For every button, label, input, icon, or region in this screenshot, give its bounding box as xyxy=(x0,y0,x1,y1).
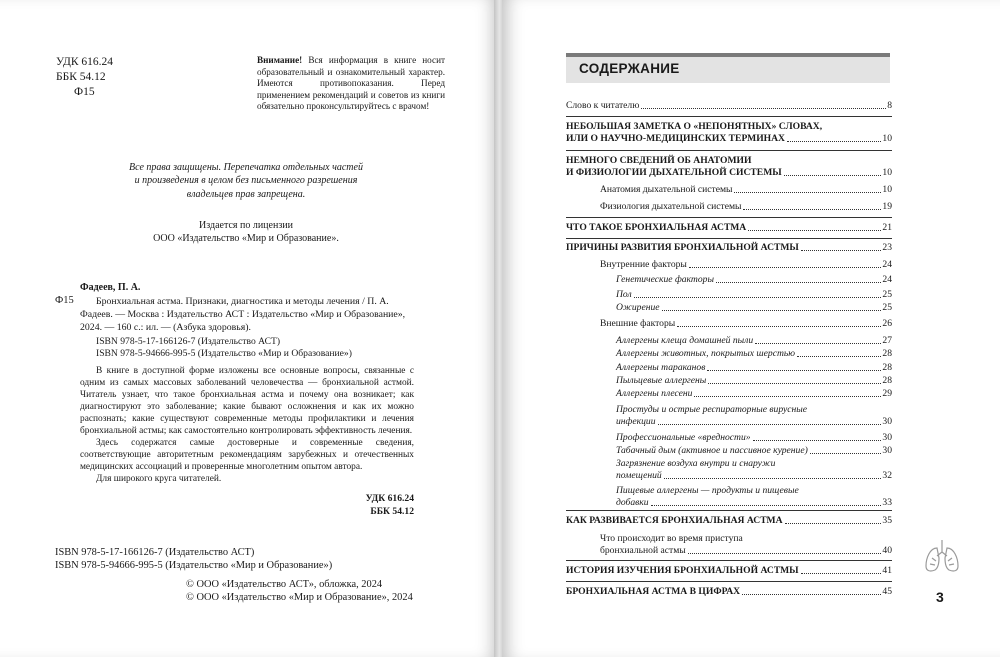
udk-right-block xyxy=(330,493,414,518)
isbn-block xyxy=(96,336,352,361)
toc-separator xyxy=(566,238,892,239)
left-page xyxy=(0,0,498,657)
toc-entry[interactable]: ЧТО ТАКОЕ БРОНХИАЛЬНАЯ АСТМА 21 xyxy=(566,222,892,233)
toc-separator xyxy=(566,510,892,511)
toc-entry[interactable]: Слово к читателю 8 xyxy=(566,100,892,111)
license-notice xyxy=(86,219,406,246)
toc-entry[interactable]: Что происходит во время приступа бронхиальной астмы 40 xyxy=(600,533,892,556)
license-line: ООО «Издательство «Мир и Образование». xyxy=(153,233,339,245)
toc-entry[interactable]: Аллергены плесени 29 xyxy=(616,388,892,399)
toc-entry[interactable]: ПРИЧИНЫ РАЗВИТИЯ БРОНХИАЛЬНОЙ АСТМЫ 23 xyxy=(566,242,892,253)
annotation-paragraph: В книге в доступной форме изложены все основные вопросы, связанные с одним из самых массовых заболеваний человечества — бронхиальной астмой. Читатель узнает, что такое бронхиальная астма и почему она возникает; как диагностируют это заболевание; какие бывают осложнения и как их можно распознать; какие существуют современные методы профилактики и лечения бронхиальной астмы; как самостоятельно контролировать эффективность лечения. xyxy=(80,366,414,437)
author-sign-code: Ф15 xyxy=(74,86,95,98)
toc-entry[interactable]: Пищевые аллергены — продукты и пищевые добавки 33 xyxy=(616,485,892,508)
toc-entry[interactable]: НЕБОЛЬШАЯ ЗАМЕТКА О «НЕПОНЯТНЫХ» СЛОВАХ, ИЛИ О НАУЧНО-МЕДИЦИНСКИХ ТЕРМИНАХ 10 xyxy=(566,121,892,144)
biblio-text: Бронхиальная астма. Признаки, диагностика и методы лечения / П. А. Фадеев. — Москва : Издательство АСТ : Издательство «Мир и Образование», 2024. — 160 с.: ил. — (Азбука здоровья). xyxy=(80,296,406,333)
toc-entry[interactable]: Генетические факторы 24 xyxy=(616,274,892,285)
rights-line: и произведения в целом без письменного разрешения xyxy=(134,175,358,187)
toc-entry[interactable]: Пыльцевые аллергены 28 xyxy=(616,375,892,386)
rights-line: владельцев прав запрещена. xyxy=(186,188,306,200)
page-number: 3 xyxy=(936,589,944,605)
toc-title: СОДЕРЖАНИЕ xyxy=(579,61,680,76)
isbn-line: ISBN 978-5-17-166126-7 (Издательство АСТ) xyxy=(96,336,281,347)
udk-code: УДК 616.24 xyxy=(56,56,113,68)
toc-entry[interactable]: НЕМНОГО СВЕДЕНИЙ ОБ АНАТОМИИ И ФИЗИОЛОГИИ ДЫХАТЕЛЬНОЙ СИСТЕМЫ 10 xyxy=(566,155,892,178)
isbn-line: ISBN 978-5-94666-995-5 (Издательство «Мир и Образование») xyxy=(96,348,352,360)
warning-text: Вся информация в книге носит образовательный и ознакомительный характер. Имеются противопоказания. Перед применением рекомендаций и советов из книги обязательно проконсультируйтесь с врачом! xyxy=(257,55,446,112)
license-line: Издается по лицензии xyxy=(199,220,293,231)
isbn-line: ISBN 978-5-17-166126-7 (Издательство АСТ) xyxy=(55,547,255,558)
toc-entry[interactable]: Внутренние факторы 24 xyxy=(600,259,892,270)
toc-entry[interactable]: Ожирение 25 xyxy=(616,302,892,313)
copyright-line: © ООО «Издательство АСТ», обложка, 2024 xyxy=(186,579,383,590)
toc-entry[interactable]: Физиология дыхательной системы 19 xyxy=(600,201,892,212)
author-sign-code-side: Ф15 xyxy=(55,295,74,306)
annotation-paragraph: Здесь содержатся самые достоверные и современные сведения, соответствующие авторитетным рекомендациям зарубежных и отечественных медицинских ассоциаций и проверенные многолетним опытом автора. xyxy=(80,438,414,473)
toc-entry[interactable]: КАК РАЗВИВАЕТСЯ БРОНХИАЛЬНАЯ АСТМА 35 xyxy=(566,515,892,526)
udk-block xyxy=(56,55,113,100)
toc-separator xyxy=(566,150,892,151)
bbk-code: ББК 54.12 xyxy=(56,71,106,83)
toc-separator xyxy=(566,560,892,561)
toc-entry[interactable]: Простуды и острые респираторные вирусные инфекции 30 xyxy=(616,404,892,427)
lungs-icon xyxy=(922,536,962,576)
annotation-paragraph: Для широкого круга читателей. xyxy=(96,474,222,485)
copyright-block xyxy=(186,578,413,605)
warning-notice xyxy=(257,55,445,113)
rights-notice xyxy=(86,161,406,201)
bbk-code-right: ББК 54.12 xyxy=(370,505,414,517)
isbn-bottom-block xyxy=(55,546,332,573)
toc-entry[interactable]: Аллергены тараканов 28 xyxy=(616,362,892,373)
toc-separator xyxy=(566,217,892,218)
copyright-line: © ООО «Издательство «Мир и Образование», 2024 xyxy=(186,592,413,604)
toc-entry[interactable]: Внешние факторы 26 xyxy=(600,318,892,329)
toc-entry[interactable]: ИСТОРИЯ ИЗУЧЕНИЯ БРОНХИАЛЬНОЙ АСТМЫ 41 xyxy=(566,565,892,576)
toc-entry[interactable]: Анатомия дыхательной системы 10 xyxy=(600,184,892,195)
toc-separator xyxy=(566,116,892,117)
author-name: Фадеев, П. А. xyxy=(80,282,141,293)
toc-entry[interactable]: Загрязнение воздуха внутри и снаружи помещений 32 xyxy=(616,458,892,481)
toc-title-bar xyxy=(566,57,890,83)
isbn-line: ISBN 978-5-94666-995-5 (Издательство «Мир и Образование») xyxy=(55,560,333,572)
toc-entry[interactable]: Аллергены животных, покрытых шерстью 28 xyxy=(616,348,892,359)
toc-separator xyxy=(566,581,892,582)
right-page xyxy=(502,0,1000,657)
bibliographic-description xyxy=(80,295,414,334)
toc-entry[interactable]: Пол 25 xyxy=(616,289,892,300)
annotation xyxy=(80,365,414,485)
toc-entry[interactable]: Табачный дым (активное и пассивное курение) 30 xyxy=(616,445,892,456)
toc-entry[interactable]: Аллергены клеща домашней пыли 27 xyxy=(616,335,892,346)
toc-entry[interactable]: БРОНХИАЛЬНАЯ АСТМА В ЦИФРАХ 45 xyxy=(566,586,892,597)
warning-label: Внимание! xyxy=(257,55,303,65)
udk-code-right: УДК 616.24 xyxy=(365,493,414,504)
rights-line: Все права защищены. Перепечатка отдельных частей xyxy=(129,162,363,173)
toc-entry[interactable]: Профессиональные «вредности» 30 xyxy=(616,432,892,443)
